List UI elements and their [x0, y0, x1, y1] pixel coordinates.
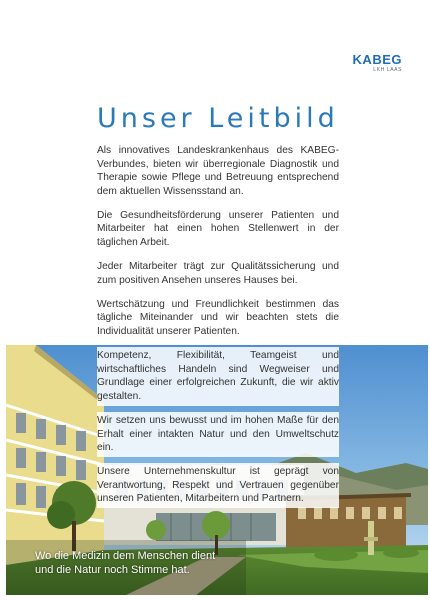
paragraph-culture: Unsere Unternehmenskultur ist geprägt von Verantwortung, Respekt und Vertrauen gegenüber unseren Patienten, Mitarbeitern und Partnern.: [97, 463, 339, 508]
paragraph-competence: Kompetenz, Flexibilität, Teamgeist und wirtschaftliches Handeln sind Wegweiser und Grundlage einer erfolgreichen Zukunft, die wir aktiv gestalten.: [97, 347, 339, 405]
slogan-line-1: Wo die Medizin dem Menschen dient: [35, 550, 216, 562]
leitbild-text: [97, 142, 339, 515]
paragraph-innovation: Als innovatives Landeskrankenhaus des KABEG-Verbundes, bieten wir überregionale Diagnostik und Therapie sowie Pflege und Betreuung entsprechend dem aktuellen Wissensstand an.: [97, 145, 339, 197]
slogan: [35, 549, 215, 577]
slogan-line-2: und die Natur noch Stimme hat.: [35, 564, 190, 576]
paragraph-quality: Jeder Mitarbeiter trägt zur Qualitätssicherung und zum positiven Ansehen unseres Hauses bei.: [97, 258, 339, 289]
page-title: Unser Leitbild: [97, 103, 339, 134]
logo-name: KABEG: [352, 52, 402, 67]
kabeg-logo: [353, 53, 402, 73]
paragraph-nature: Wir setzen uns bewusst und im hohen Maße für den Erhalt einer intakten Natur und den Umweltschutz ein.: [97, 412, 339, 457]
paragraph-health-promotion: Die Gesundheitsförderung unserer Patienten und Mitarbeiter hat einen hohen Stellenwert in der täglichen Arbeit.: [97, 207, 339, 252]
paragraph-appreciation: Wertschätzung und Freundlichkeit bestimmen das tägliche Miteinander und wir beachten stets die Individualität unserer Patienten.: [97, 296, 339, 341]
logo-subtitle: LKH LAAS: [373, 67, 402, 73]
